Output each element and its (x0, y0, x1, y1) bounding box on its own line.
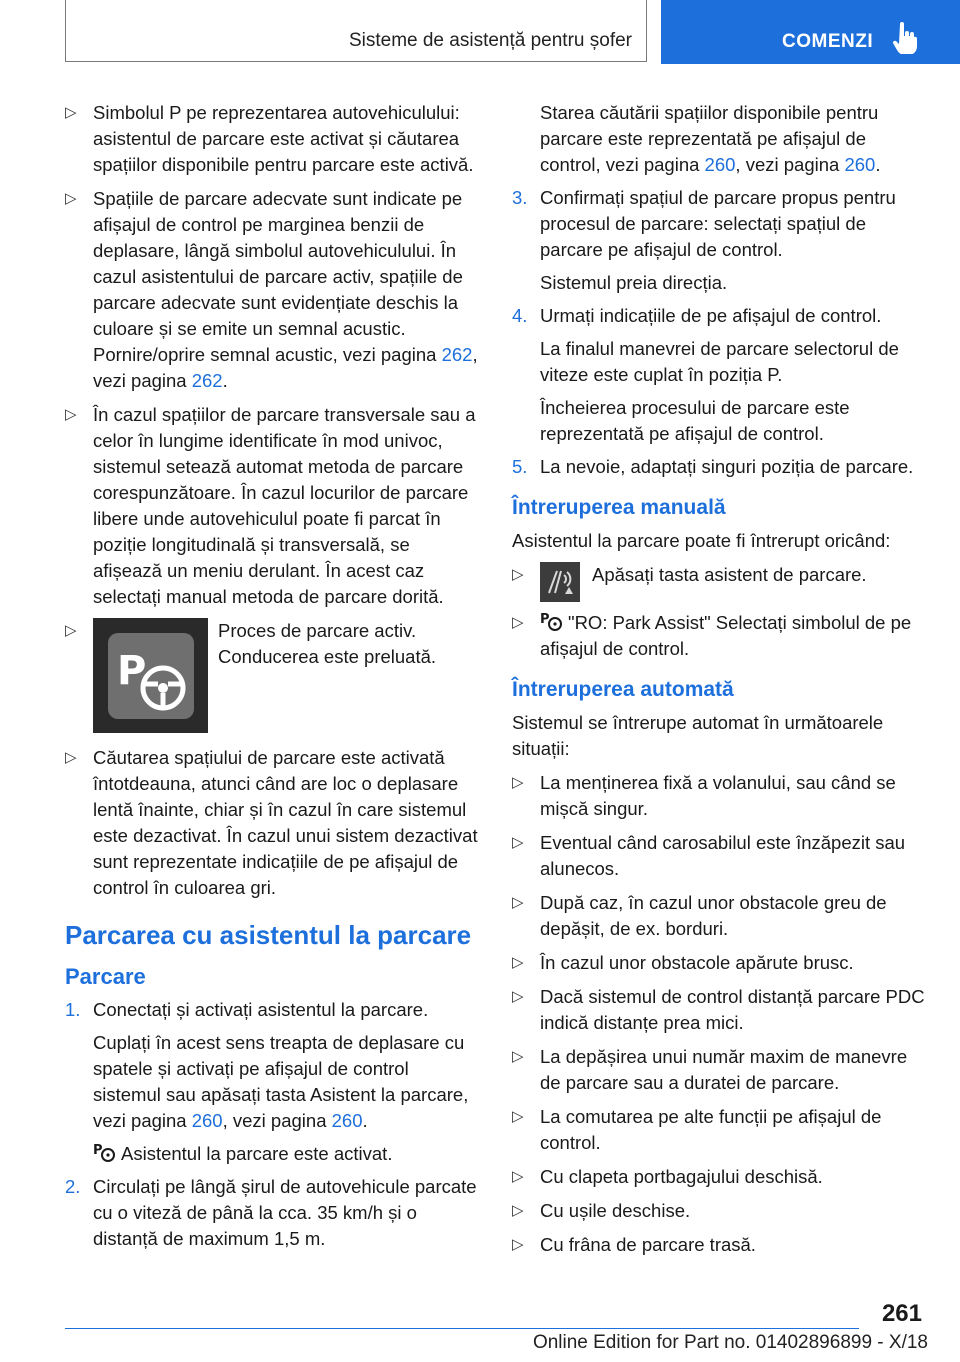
bullet-marker: ▷ (512, 1202, 524, 1219)
list-item (512, 1044, 928, 1096)
page-link[interactable]: 260 (844, 154, 876, 175)
list-item-text: La comutarea pe alte funcții pe afișajul de control. (540, 1106, 882, 1153)
bullet-marker: ▷ (512, 1168, 524, 1185)
link-separator: , vezi pagina (93, 344, 478, 391)
list-item-text: La menținerea fixă a volanului, sau când se mișcă singur. (540, 772, 896, 819)
bullet-marker: ▷ (512, 834, 524, 851)
page-link[interactable]: 262 (191, 370, 223, 391)
list-item-text: În cazul spațiilor de parcare transversale sau a celor în lungime identificate în mod univoc, sistemul setează automat metoda de parcare corespunzătoare. În cazul locurilor de parcare libere unde autovehiculul poate fi parcat în poziție longitudinală și transversală, se afișează un meniu derulant. În acest caz selectați manual metoda de parcare dorită. (93, 404, 476, 607)
pointing-hand-icon (893, 22, 917, 54)
list-item (512, 1198, 928, 1224)
bullet-marker: ▷ (512, 1048, 524, 1065)
step-item (512, 303, 928, 329)
step-item (512, 185, 928, 263)
bullet-marker: ▷ (512, 1108, 524, 1125)
step-detail: La finalul manevrei de parcare selectorul de viteze este cuplat în poziția P. (540, 338, 899, 385)
list-item-text: Cu ușile deschise. (540, 1200, 691, 1221)
step-number: 5. (512, 456, 528, 477)
subsection-heading: Parcare (65, 964, 146, 989)
footer-divider (65, 1328, 859, 1329)
list-item (512, 1104, 928, 1156)
chapter-tab-label: COMENZI (782, 31, 874, 52)
list-item (65, 745, 479, 901)
park-assist-symbol-icon (540, 610, 564, 632)
list-item-text: Apăsați tasta asistent de parcare. (592, 564, 867, 585)
page-link[interactable]: 260 (331, 1110, 363, 1131)
step-detail: Încheierea procesului de parcare este reprezentată pe afișajul de control. (540, 397, 850, 444)
svg-text:P: P (116, 647, 146, 694)
bullet-marker: ▷ (65, 104, 77, 121)
page-link[interactable]: 260 (191, 1110, 223, 1131)
step-text: Circulați pe lângă șirul de autovehicule parcate cu o viteză de până la cca. 35 km/h și o distanță de maximum 1,5 m. (93, 1176, 477, 1249)
svg-text:P: P (93, 1143, 103, 1158)
list-item (512, 890, 928, 942)
list-item-text: Simbolul P pe reprezentarea autovehiculului: asistentul de parcare este activat și căutarea spațiilor disponibile pentru parcare este activă. (93, 102, 474, 175)
subsection-heading: Întreruperea manuală (512, 496, 726, 519)
subsection-heading: Întreruperea automată (512, 678, 734, 701)
park-assist-symbol-icon (93, 1141, 117, 1163)
step-note-text: Asistentul la parcare este activat. (121, 1143, 393, 1164)
bullet-marker: ▷ (512, 614, 524, 631)
page-header (65, 0, 960, 64)
list-item-text: Eventual când carosabilul este înzăpezit sau alunecos. (540, 832, 906, 879)
bullet-marker: ▷ (512, 1236, 524, 1253)
step-detail: Sistemul preia direcția. (540, 272, 728, 293)
svg-text:P: P (540, 612, 550, 627)
right-column (512, 100, 928, 1266)
edition-text: Online Edition for Part no. 01402896899 - X/18 (532, 1332, 928, 1353)
list-item-text: Cu frâna de parcare trasă. (540, 1234, 756, 1255)
list-item (512, 770, 928, 822)
bullet-marker: ▷ (65, 622, 77, 639)
bullet-marker: ▷ (512, 774, 524, 791)
step-number: 4. (512, 305, 528, 326)
paragraph: Sistemul se întrerupe automat în următoarele situații: (512, 712, 884, 759)
page-link[interactable]: 262 (441, 344, 473, 365)
bullet-marker: ▷ (65, 190, 77, 207)
list-item-text: Spațiile de parcare adecvate sunt indicate pe afișajul de control pe marginea benzii de deplasare, lângă simbolul autovehiculului. În cazul asistentului de parcare activ, spațiile de parcare adecvate sunt evidențiate deschis la culoare și se emite un semnal acustic. Pornire/oprire semnal acustic, vezi pagina (93, 188, 463, 365)
left-column (65, 100, 479, 1259)
list-item-text: În cazul unor obstacole apărute brusc. (540, 952, 854, 973)
list-item (65, 100, 479, 178)
list-item (512, 610, 928, 662)
park-assist-button-icon (540, 562, 580, 602)
list-item (65, 618, 479, 733)
step-text: Urmați indicațiile de pe afișajul de control. (540, 305, 882, 326)
list-item (512, 950, 928, 976)
bullet-marker: ▷ (512, 954, 524, 971)
step-detail: Cuplați în acest sens treapta de deplasare cu spatele și activați pe afișajul de control sistemul sau apăsați tasta Asistent la parcare, vezi pagina 260, vezi pagina 260. (93, 1032, 469, 1131)
step-detail: Starea căutării spațiilor disponibile pentru parcare este reprezentată pe afișajul de control, vezi pagina 260, vezi pagina 260. (540, 102, 881, 175)
step-item (65, 1174, 479, 1252)
bullet-marker: ▷ (65, 749, 77, 766)
list-item-text: Cu clapeta portbagajului deschisă. (540, 1166, 823, 1187)
step-item (512, 454, 928, 480)
section-title: Sisteme de asistență pentru șofer (348, 30, 632, 51)
list-item (65, 402, 479, 610)
list-item (512, 562, 928, 602)
page-link[interactable]: 260 (704, 154, 736, 175)
step-text: La nevoie, adaptați singuri poziția de parcare. (540, 456, 914, 477)
list-item (512, 1164, 928, 1190)
step-number: 1. (65, 999, 81, 1020)
step-number: 3. (512, 187, 528, 208)
bullet-marker: ▷ (65, 406, 77, 423)
bullet-marker: ▷ (512, 988, 524, 1005)
list-item-text: "RO: Park Assist" Selectați simbolul de pe afișajul de control. (540, 612, 912, 659)
bullet-marker: ▷ (512, 566, 524, 583)
list-item-text: Dacă sistemul de control distanță parcare PDC indică distanțe prea mici. (540, 986, 925, 1033)
step-item (65, 997, 479, 1023)
sentence-end: . (222, 370, 228, 391)
list-item (512, 830, 928, 882)
list-item (65, 186, 479, 394)
section-title-box (65, 0, 647, 62)
step-text: Conectați și activați asistentul la parcare. (93, 999, 429, 1020)
paragraph: Asistentul la parcare poate fi întrerupt oricând: (512, 530, 891, 551)
step-text: Confirmați spațiul de parcare propus pentru procesul de parcare: selectați spațiul de parcare pe afișajul de control. (540, 187, 896, 260)
section-heading: Parcarea cu asistentul la parcare (65, 920, 472, 950)
list-item-text: După caz, în cazul unor obstacole greu de depășit, de ex. borduri. (540, 892, 887, 939)
chapter-tab[interactable] (661, 0, 960, 64)
step-note (65, 1141, 479, 1167)
list-item-text: Proces de parcare activ. Conducerea este preluată. (218, 620, 437, 667)
bullet-marker: ▷ (512, 894, 524, 911)
list-item (512, 1232, 928, 1258)
list-item-text: Căutarea spațiului de parcare este activată întotdeauna, atunci când are loc o deplasare lentă înainte, chiar și în cazul în care sistemul este dezactivat. În cazul unui sistem dezactivat sunt reprezentate indicațiile de pe afișajul de control în culoarea gri. (93, 747, 478, 898)
list-item-text: La depășirea unui număr maxim de manevre de parcare sau a duratei de parcare. (540, 1046, 908, 1093)
page-number: 261 (881, 1300, 922, 1327)
parking-steering-icon (93, 618, 208, 733)
step-number: 2. (65, 1176, 81, 1197)
list-item (512, 984, 928, 1036)
